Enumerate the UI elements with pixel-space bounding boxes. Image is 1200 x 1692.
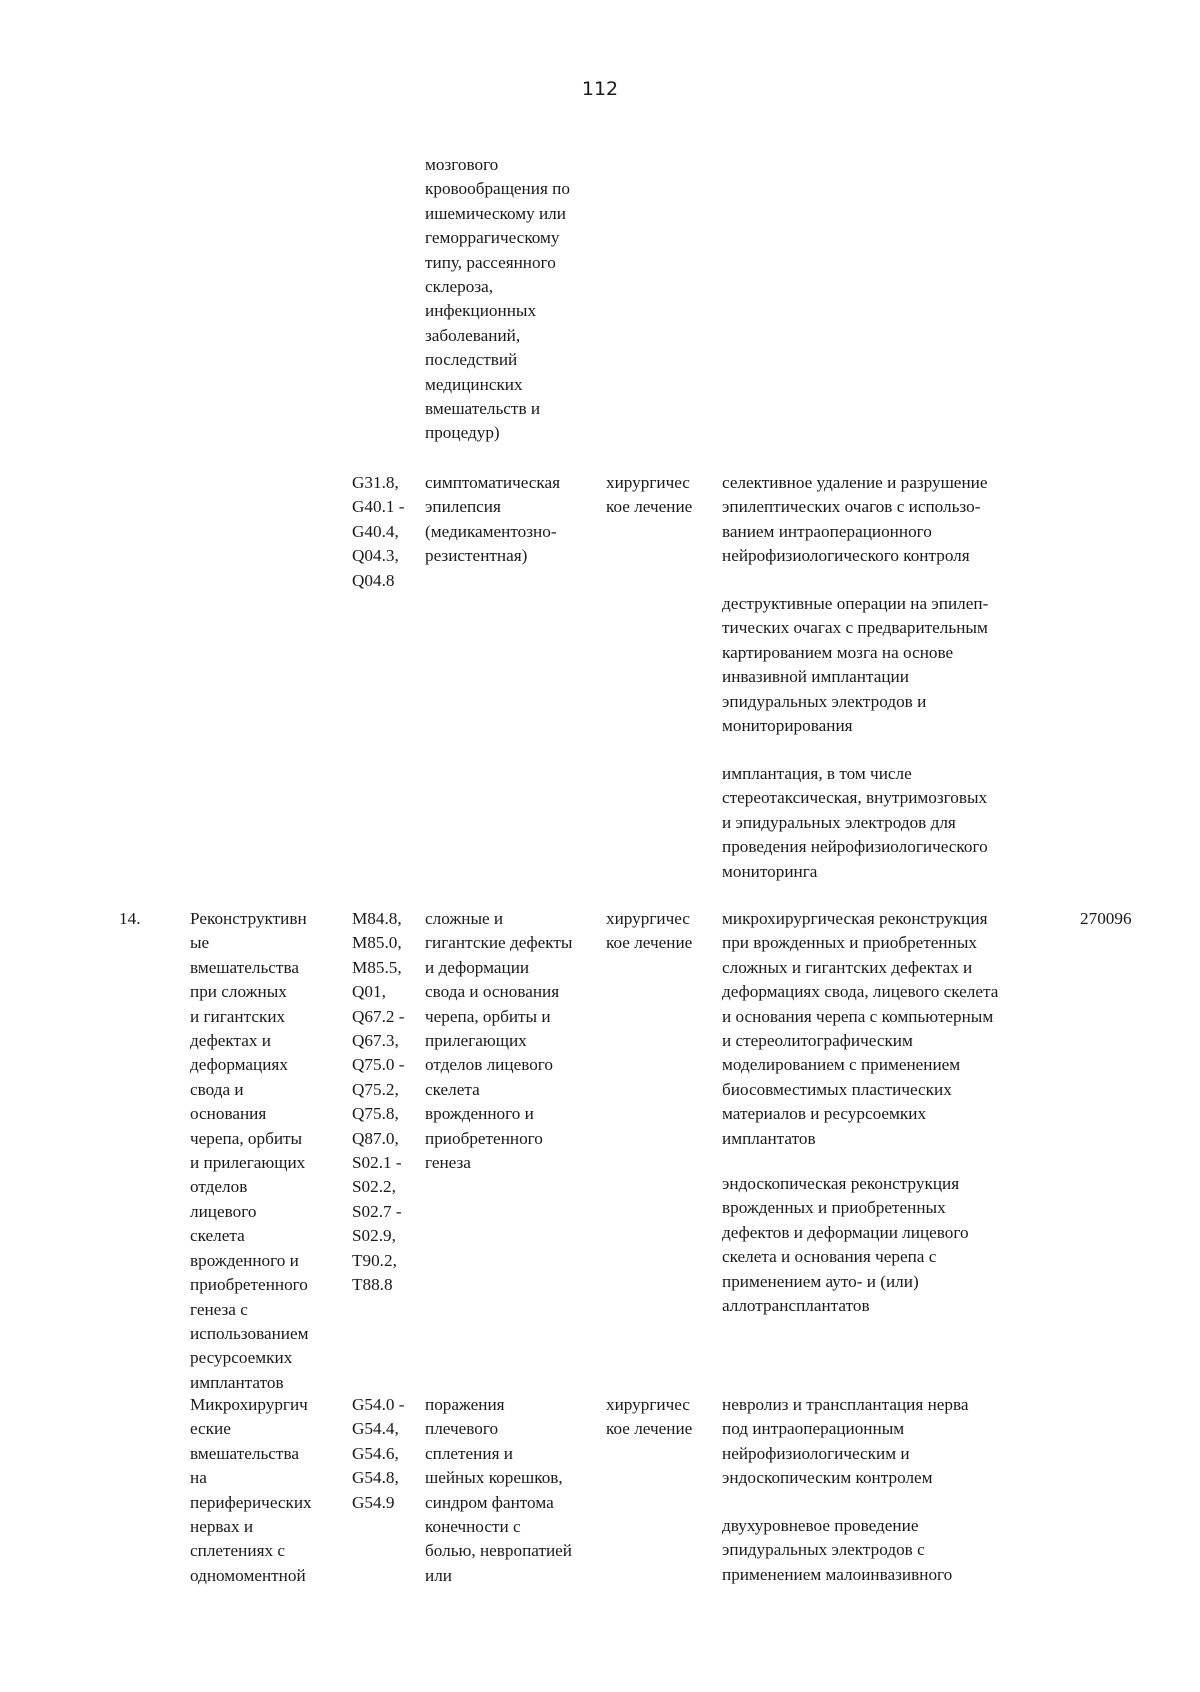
text-line: деформациях свода, лицевого скелета [722, 982, 999, 1002]
text-line: инвазивной имплантации [722, 667, 909, 687]
text-line: шейных корешков, [425, 1468, 563, 1488]
row14-codes [352, 907, 405, 1298]
text-line: инфекционных [425, 301, 537, 321]
row14-method-2 [722, 1172, 969, 1318]
text-line: двухуровневое проведение [722, 1516, 919, 1535]
text-line: синдром фантома [425, 1492, 554, 1512]
text-line: Q01, [352, 982, 386, 1002]
text-line: Q67.3, [352, 1031, 399, 1051]
text-line: T88.8 [352, 1275, 393, 1295]
text-line: Микрохирургич [190, 1395, 308, 1414]
text-line: склероза, [425, 277, 494, 297]
text-line: вмешательства [190, 957, 299, 977]
text-line: имплантатов [190, 1372, 284, 1392]
text-line: или [425, 1565, 452, 1585]
row-number: 14. [119, 909, 141, 928]
epilepsy-codes [352, 471, 405, 593]
epilepsy-treatment-type [606, 471, 692, 520]
text-line: ишемическому или [425, 203, 566, 223]
text-line: отделов [190, 1177, 248, 1197]
text-line: скелета и основания черепа с [722, 1247, 937, 1267]
micro-name [190, 1393, 312, 1588]
text-line: G54.8, [352, 1468, 399, 1488]
diagnosis-continuation [425, 153, 570, 446]
text-line: имплантатов [722, 1128, 816, 1148]
text-line: Q67.2 - [352, 1006, 405, 1026]
text-line: биосовместимых пластических [722, 1079, 952, 1099]
text-line: и гигантских [190, 1006, 286, 1026]
text-line: тических очагах с предварительным [722, 618, 988, 638]
text-line: кое лечение [606, 1419, 693, 1439]
text-line: проведения нейрофизиологического [722, 837, 988, 857]
text-line: эпилепсия [425, 497, 501, 517]
text-line: микрохирургическая реконструкция [722, 909, 988, 928]
text-line: генеза с [190, 1299, 248, 1319]
text-line: медицинских [425, 374, 523, 394]
text-line: черепа, орбиты и [425, 1006, 551, 1026]
text-line: моделированием с применением [722, 1055, 961, 1075]
text-line: последствий [425, 350, 518, 370]
text-line: Q87.0, [352, 1128, 399, 1148]
text-line: деформациях [190, 1055, 288, 1075]
text-line: лицевого [190, 1201, 257, 1221]
epilepsy-diagnosis [425, 471, 560, 569]
text-line: G54.4, [352, 1419, 399, 1439]
text-line: эндоскопическим контролем [722, 1468, 933, 1488]
text-line: ванием интраоперационного [722, 521, 932, 541]
text-line: периферических [190, 1492, 312, 1512]
micro-treatment-type [606, 1393, 692, 1442]
row14-method-1 [722, 907, 998, 1151]
text-line: и прилегающих [190, 1153, 306, 1173]
text-line: имплантация, в том числе [722, 764, 912, 783]
text-line: M85.5, [352, 957, 402, 977]
text-line: врожденного и [190, 1250, 299, 1270]
text-line: нейрофизиологическим и [722, 1443, 910, 1463]
text-line: кое лечение [606, 933, 693, 953]
text-line: сплетения и [425, 1443, 513, 1463]
text-line: при сложных [190, 982, 287, 1002]
micro-method-2 [722, 1514, 952, 1587]
text-line: S02.9, [352, 1226, 396, 1246]
text-line: Q04.3, [352, 546, 399, 566]
text-line: нейрофизиологического контроля [722, 546, 970, 566]
text-line: Q75.0 - [352, 1055, 405, 1075]
text-line: и деформации [425, 957, 530, 977]
text-line: симптоматическая [425, 473, 561, 492]
text-line: применением ауто- и (или) [722, 1271, 919, 1291]
text-line: генеза [425, 1153, 471, 1173]
text-line: использованием [190, 1323, 309, 1343]
text-line: эндоскопическая реконструкция [722, 1174, 960, 1193]
text-line: G40.4, [352, 521, 399, 541]
text-line: кое лечение [606, 497, 693, 517]
text-line: эпидуральных электродов с [722, 1540, 925, 1560]
text-line: отделов лицевого [425, 1055, 554, 1075]
text-line: дефектов и деформации лицевого [722, 1222, 969, 1242]
text-line: заболеваний, [425, 325, 521, 345]
text-line: применением малоинвазивного [722, 1564, 953, 1584]
text-line: Q75.2, [352, 1079, 399, 1099]
text-line: хирургичес [606, 1395, 690, 1414]
text-line: S02.7 - [352, 1201, 402, 1221]
text-line: хирургичес [606, 909, 690, 928]
text-line: G54.6, [352, 1443, 399, 1463]
text-line: мониторирования [722, 716, 853, 736]
text-line: и основания черепа с компьютерным [722, 1006, 994, 1026]
micro-diagnosis [425, 1393, 572, 1588]
text-line: картированием мозга на основе [722, 642, 954, 662]
text-line: вмешательства [190, 1443, 299, 1463]
text-line: и стереолитографическим [722, 1031, 913, 1051]
text-line: T90.2, [352, 1250, 397, 1270]
text-line: скелета [190, 1226, 245, 1246]
text-line: плечевого [425, 1419, 499, 1439]
text-line: материалов и ресурсоемких [722, 1104, 927, 1124]
text-line: S02.2, [352, 1177, 396, 1197]
text-line: гигантские дефекты [425, 933, 573, 953]
micro-method-1 [722, 1393, 969, 1491]
text-line: эпидуральных электродов и [722, 691, 927, 711]
row14-diagnosis [425, 907, 572, 1175]
text-line: хирургичес [606, 473, 690, 492]
text-line: M84.8, [352, 909, 402, 928]
text-line: основания [190, 1104, 267, 1124]
text-line: поражения [425, 1395, 505, 1414]
text-line: Q75.8, [352, 1104, 399, 1124]
text-line: (медикаментозно- [425, 521, 557, 541]
row14-name [190, 907, 309, 1395]
text-line: мозгового [425, 155, 499, 174]
text-line: врожденных и приобретенных [722, 1198, 946, 1218]
text-line: одномоментной [190, 1565, 306, 1585]
text-line: и эпидуральных электродов для [722, 812, 956, 832]
micro-codes [352, 1393, 405, 1515]
text-line: на [190, 1468, 207, 1488]
text-line: Q04.8 [352, 570, 395, 590]
text-line: сложных и гигантских дефектах и [722, 957, 973, 977]
text-line: свода и [190, 1079, 244, 1099]
row14-treatment-type [606, 907, 692, 956]
text-line: свода и основания [425, 982, 560, 1002]
text-line: приобретенного [425, 1128, 543, 1148]
text-line: сложные и [425, 909, 504, 928]
epilepsy-method-1 [722, 471, 987, 569]
text-line: ые [190, 933, 210, 953]
text-line: при врожденных и приобретенных [722, 933, 977, 953]
text-line: G31.8, [352, 473, 399, 492]
text-line: процедур) [425, 423, 500, 443]
text-line: болью, невропатией [425, 1541, 573, 1561]
epilepsy-method-3 [722, 762, 988, 884]
text-line: кровообращения по [425, 179, 570, 199]
text-line: S02.1 - [352, 1153, 402, 1173]
text-line: резистентная) [425, 546, 528, 566]
text-line: прилегающих [425, 1031, 527, 1051]
text-line: M85.0, [352, 933, 402, 953]
epilepsy-method-2 [722, 592, 988, 738]
text-line: G54.9 [352, 1492, 395, 1512]
text-line: геморрагическому [425, 228, 560, 248]
text-line: вмешательств и [425, 399, 541, 419]
page-number: 112 [581, 78, 619, 100]
text-line: ресурсоемких [190, 1348, 293, 1368]
text-line: G54.0 - [352, 1395, 405, 1414]
text-line: конечности с [425, 1517, 521, 1537]
text-line: скелета [425, 1079, 480, 1099]
text-line: аллотрансплантатов [722, 1296, 870, 1316]
text-line: Реконструктивн [190, 909, 307, 928]
text-line: стереотаксическая, внутримозговых [722, 788, 988, 808]
text-line: дефектах и [190, 1031, 271, 1051]
text-line: типу, рассеянного [425, 252, 556, 272]
text-line: невролиз и трансплантация нерва [722, 1395, 969, 1414]
text-line: врожденного и [425, 1104, 534, 1124]
text-line: черепа, орбиты [190, 1128, 303, 1148]
text-line: селективное удаление и разрушение [722, 473, 988, 492]
text-line: мониторинга [722, 861, 818, 881]
text-line: нервах и [190, 1517, 254, 1537]
text-line: еские [190, 1419, 231, 1439]
text-line: приобретенного [190, 1275, 308, 1295]
text-line: сплетениях с [190, 1541, 285, 1561]
text-line: эпилептических очагов с использо- [722, 497, 981, 517]
row14-cost: 270096 [1080, 909, 1132, 928]
text-line: под интраоперационным [722, 1419, 905, 1439]
text-line: G40.1 - [352, 497, 405, 517]
text-line: деструктивные операции на эпилеп- [722, 594, 989, 613]
